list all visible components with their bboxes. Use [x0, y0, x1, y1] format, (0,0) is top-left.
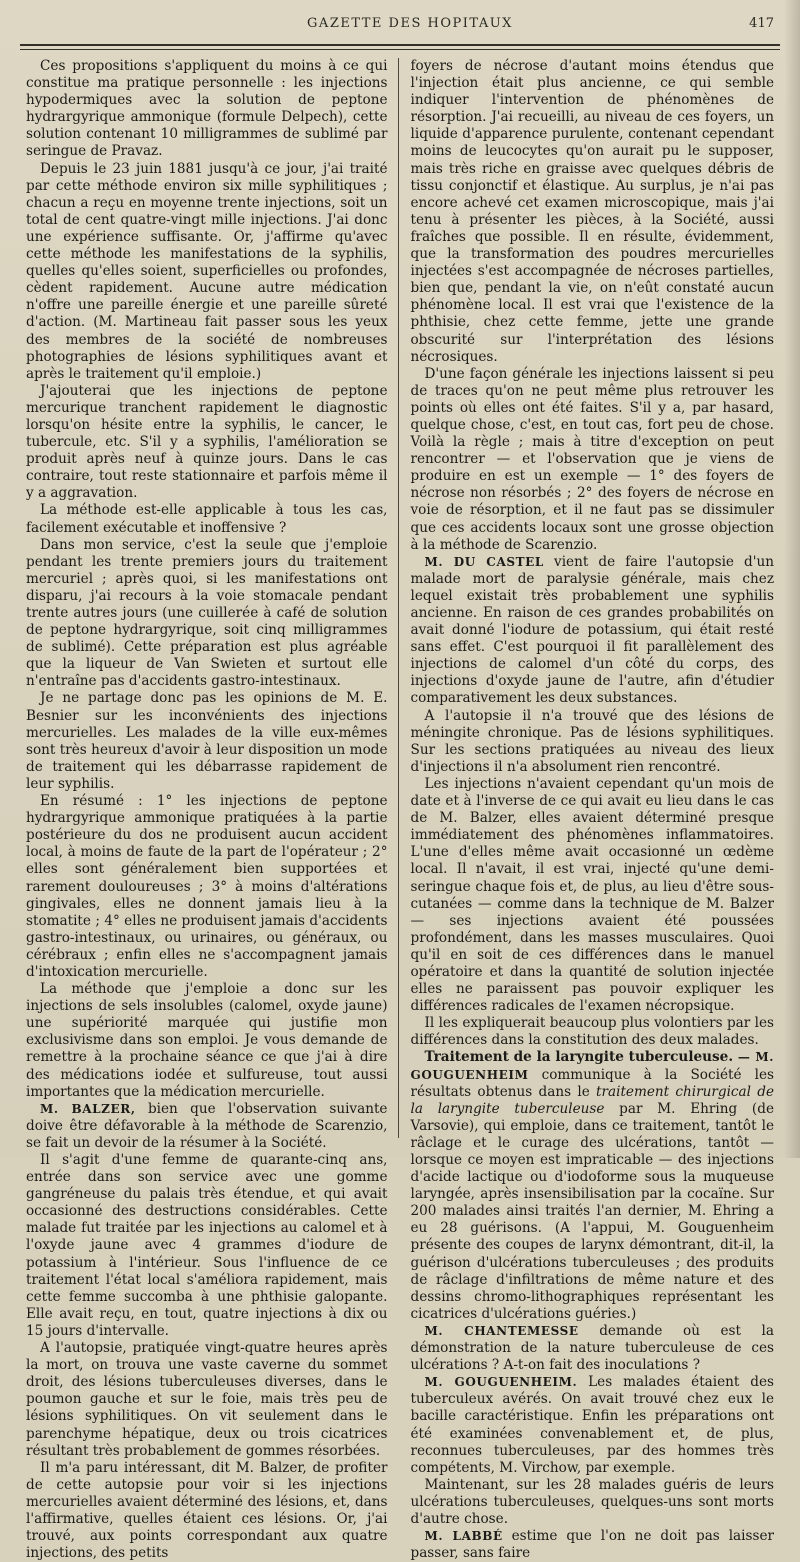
paragraph: A l'autopsie, pratiquée vingt-quatre heures après la mort, on trouva une vaste caverne du sommet droit, des lésions tuberculeuses diverses, dans le poumon gauche et sur le foie, mais très peu de lésions syphilitiques. On vit seulement dans le parenchyme hépatique, deux ou trois cicatrices résultant très probablement de gommes résorbées.: [26, 1340, 388, 1459]
paragraph-text: Les malades étaient des tuberculeux avérés. On avait trouvé chez eux le bacille caractéristique. Enfin les préparations ont été examinées convenablement et, de plus, reconnues tuberculeuses, par des hommes très compétents, M. Virchow, par exemple.: [410, 1374, 774, 1476]
paragraph-text: vient de faire l'autopsie d'un malade mort de paralysie générale, mais chez lequel existait très probablement une syphilis ancienne. En raison de ces grandes probabilités on avait donné l'iodure de potassium, qui était resté sans effet. C'est pourquoi il fit parallèlement des injections de calomel d'un côté du corps, des injections d'oxyde jaune de l'autre, afin d'étudier comparativement les deux substances.: [410, 553, 774, 707]
paragraph: A l'autopsie il n'a trouvé que des lésions de méningite chronique. Pas de lésions syphilitiques. Sur les sections pratiquées au niveau des lieux d'injections il n'a absolument rien rencontré.: [410, 707, 774, 775]
paragraph: [411, 1374, 775, 1477]
left-column: [20, 58, 398, 1562]
paragraph: Maintenant, sur les 28 malades guéris de leurs ulcérations tuberculeuses, quelques-uns sont morts d'autre chose.: [410, 1476, 774, 1527]
paragraph: En résumé : 1° les injections de peptone hydrargyrique ammonique pratiquées à la partie postérieure du dos ne produisent aucun accident local, à moins de faute de la part de l'opérateur ; 2° elles sont généralement bien supportées et rarement douloureuses ; 3° à moins d'altérations gingivales, elles ne donnent jamais lieu à la stomatite ; 4° elles ne produisent jamais d'accidents gastro-intestinaux, ou urinaires, ou généraux, ou cérébraux ; enfin elles ne s'accompagnent jamais d'intoxication mercurielle.: [26, 793, 388, 980]
speaker-name: M. DU CASTEL: [424, 554, 544, 569]
running-title: GAZETTE DES HOPITAUX: [307, 16, 513, 31]
paragraph: [411, 1323, 775, 1374]
page-number: 417: [749, 16, 774, 31]
speaker-name: M. BALZER,: [40, 1101, 136, 1116]
speaker-name: — M. GOUGUENHEIM: [410, 1050, 774, 1082]
paragraph: Il m'a paru intéressant, dit M. Balzer, de profiter de cette autopsie pour voir si les injections mercurielles avaient déterminé des lésions, et, dans l'affirmative, quelles étaient ces lésions. Or, j'ai trouvé, aux points correspondant aux quatre injections, des petits: [26, 1459, 388, 1562]
paragraph-text: bien que l'observation suivante doive être défavorable à la méthode de Scarenzio, se fait un devoir de la résumer à la Société.: [26, 1100, 388, 1151]
paragraph: Ces propositions s'appliquent du moins à ce qui constitue ma pratique personnelle : les injections hypodermiques avec la solution de peptone hydrargyrique ammonique (formule Delpech), cette solution contenant 10 milligrammes de sublimé par seringue de Pravaz.: [26, 58, 388, 160]
paragraph: Dans mon service, c'est la seule que j'emploie pendant les trente premiers jours du traitement mercuriel ; après quoi, si les manifestations ont disparu, j'ai recours à la voie stomacale pendant trente autres jours (une cuillerée à café de solution de peptone hydrargyrique, soit cinq milligrammes de sublimé). Cette préparation est plus agréable que la liqueur de Van Swieten et surtout elle n'entraîne pas d'accidents gastro-intestinaux.: [26, 536, 388, 690]
paragraph-text: communique à la Société les résultats obtenus dans le: [410, 1066, 774, 1100]
paragraph: Depuis le 23 juin 1881 jusqu'à ce jour, j'ai traité par cette méthode environ six mille syphilitiques ; chacun a reçu en moyenne trente injections, soit un total de cent quatre-vingt mille injections. J'ai donc une expérience suffisante. Or, j'affirme qu'avec cette méthode les manifestations de la syphilis, quelles qu'elles soient, superficielles ou profondes, cèdent rapidement. Aucune autre médication n'offre une pareille énergie et une pareille sûreté d'action. (M. Martineau fait passer sous les yeux des membres de la société de nombreuses photographies de lésions syphilitiques avant et après le traitement qu'il emploie.): [26, 160, 388, 382]
page-header: [0, 12, 800, 34]
italic-title: traitement chirurgical de la laryngite tuberculeuse: [410, 1083, 774, 1117]
paragraph: Il les expliquerait beaucoup plus volontiers par les différences dans la constitution des deux malades.: [410, 1015, 774, 1049]
paragraph: La méthode que j'emploie a donc sur les injections de sels insolubles (calomel, oxyde jaune) une supériorité marquée qui justifie mon exclusivisme dans son emploi. Je vous demande de remettre à la prochaine séance ce que j'ai à dire des médications iodée et sulfureuse, tout aussi importantes que la médication mercurielle.: [26, 981, 388, 1100]
section-heading: Traitement de la laryngite tuberculeuse.: [424, 1049, 734, 1066]
paragraph-text: demande où est la démonstration de la nature tuberculeuse de ces ulcérations ? A-t-on fait des inoculations ?: [410, 1322, 774, 1374]
speaker-name: M. CHANTEMESSE: [424, 1323, 579, 1338]
paragraph: foyers de nécrose d'autant moins étendus que l'injection était plus ancienne, ce qui semble indiquer l'intervention de phénomènes de résorption. J'ai recueilli, au niveau de ces foyers, un liquide d'apparence purulente, contenant cependant moins de leucocytes qu'on aurait pu le supposer, mais très riche en graisse avec quelques débris de tissu conjonctif et élastique. Au surplus, je n'ai pas encore achevé cet examen microscopique, mais j'ai tenu à présenter les pièces, à la Société, aussi fraîches que possible. Il en résulte, évidemment, que la transformation des poudres mercurielles injectées s'est accompagnée de nécroses partielles, bien que, pendant la vie, on n'eût constaté aucun phénomène local. Il est vrai que l'existence de la phthisie, chez cette femme, jette une grande obscurité sur l'interprétation des lésions nécrosiques.: [410, 58, 774, 365]
paragraph: La méthode est-elle applicable à tous les cas, facilement exécutable et inoffensive ?: [26, 502, 388, 536]
paragraph: Il s'agit d'une femme de quarante-cinq ans, entrée dans son service avec une gomme gangréneuse du palais très étendue, et qui avait occasionné des destructions considérables. Cette malade fut traitée par les injections au calomel et à l'oxyde jaune avec 4 grammes d'iodure de potassium à l'intérieur. Sous l'influence de ce traitement l'état local s'améliora rapidement, mais cette femme succomba à une phthisie galopante. Elle avait reçu, en tout, quatre injections à dix ou 15 jours d'intervalle.: [26, 1152, 388, 1339]
paragraph-text: par M. Ehring (de Varsovie), qui emploie, dans ce traitement, tantôt le râclage et le curage des ulcérations, tantôt — lorsque ce moyen est impraticable — des injections d'acide lactique ou d'iodoforme sous la muqueuse laryngée, après insensibilisation par la cocaïne. Sur 200 malades ainsi traités l'an dernier, M. Ehring a eu 28 guérisons. (A l'appui, M. Gouguenheim présente des coupes de larynx démontrant, dit-il, la guérison d'ulcérations tuberculeuses ; des produits de râclage d'infiltrations de même nature et des dessins chromo-lithographiques représentant les cicatrices d'ulcérations guéries.): [410, 1100, 774, 1322]
paragraph: Les injections n'avaient cependant qu'un mois de date et à l'inverse de ce qui avait eu lieu dans le cas de M. Balzer, elles avaient déterminé presque immédiatement des phénomènes inflammatoires. L'une d'elles même avait occasionné un œdème local. Il n'avait, il est vrai, injecté qu'une demi-seringue chaque fois et, de plus, au lieu d'être sous-cutanées — comme dans la technique de M. Balzer — ses injections avaient été poussées profondément, dans les masses musculaires. Quoi qu'il en soit de ces différences dans le manuel opératoire et dans la quantité de solution injectée elles ne paraissent pas pouvoir expliquer les différences radicales de l'examen nécropsique.: [410, 775, 774, 1015]
paragraph-text: estime que l'on ne doit pas laisser passer, sans faire: [410, 1528, 774, 1562]
binding-shadow: [784, 0, 800, 1158]
speaker-name: M. LABBÉ: [424, 1529, 503, 1544]
header-rule: [20, 44, 780, 50]
paragraph: [411, 1528, 775, 1562]
paragraph: Je ne partage donc pas les opinions de M. E. Besnier sur les inconvénients des injections mercurielles. Les malades de la ville eux-mêmes sont très heureux d'avoir à leur disposition un mode de traitement qui les débarrasse rapidement de leur syphilis.: [26, 690, 388, 792]
two-column-body: [20, 58, 776, 1562]
paragraph: [411, 554, 775, 708]
paragraph: [411, 1049, 775, 1323]
speaker-name: M. GOUGUENHEIM.: [424, 1375, 578, 1390]
paragraph: D'une façon générale les injections laissent si peu de traces qu'on ne peut même plus retrouver les points où elles ont été faites. S'il y a, par hasard, quelque chose, c'est, en tout cas, fort peu de chose. Voilà la règle ; mais à titre d'exception on peut rencontrer — et l'observation que je viens de produire en est un exemple — 1° des foyers de nécrose non résorbés ; 2° des foyers de nécrose en voie de résorption, et il ne faut pas se dissimuler que ces accidents locaux sont une grosse objection à la méthode de Scarenzio.: [410, 365, 774, 553]
right-column: [399, 58, 777, 1562]
paragraph: J'ajouterai que les injections de peptone mercurique tranchent rapidement le diagnostic lorsqu'on hésite entre la syphilis, le cancer, le tubercule, etc. S'il y a syphilis, l'amélioration se produit après neuf à quinze jours. Dans le cas contraire, tout reste stationnaire et parfois même il y a aggravation.: [26, 382, 388, 502]
paragraph: [26, 1101, 388, 1152]
